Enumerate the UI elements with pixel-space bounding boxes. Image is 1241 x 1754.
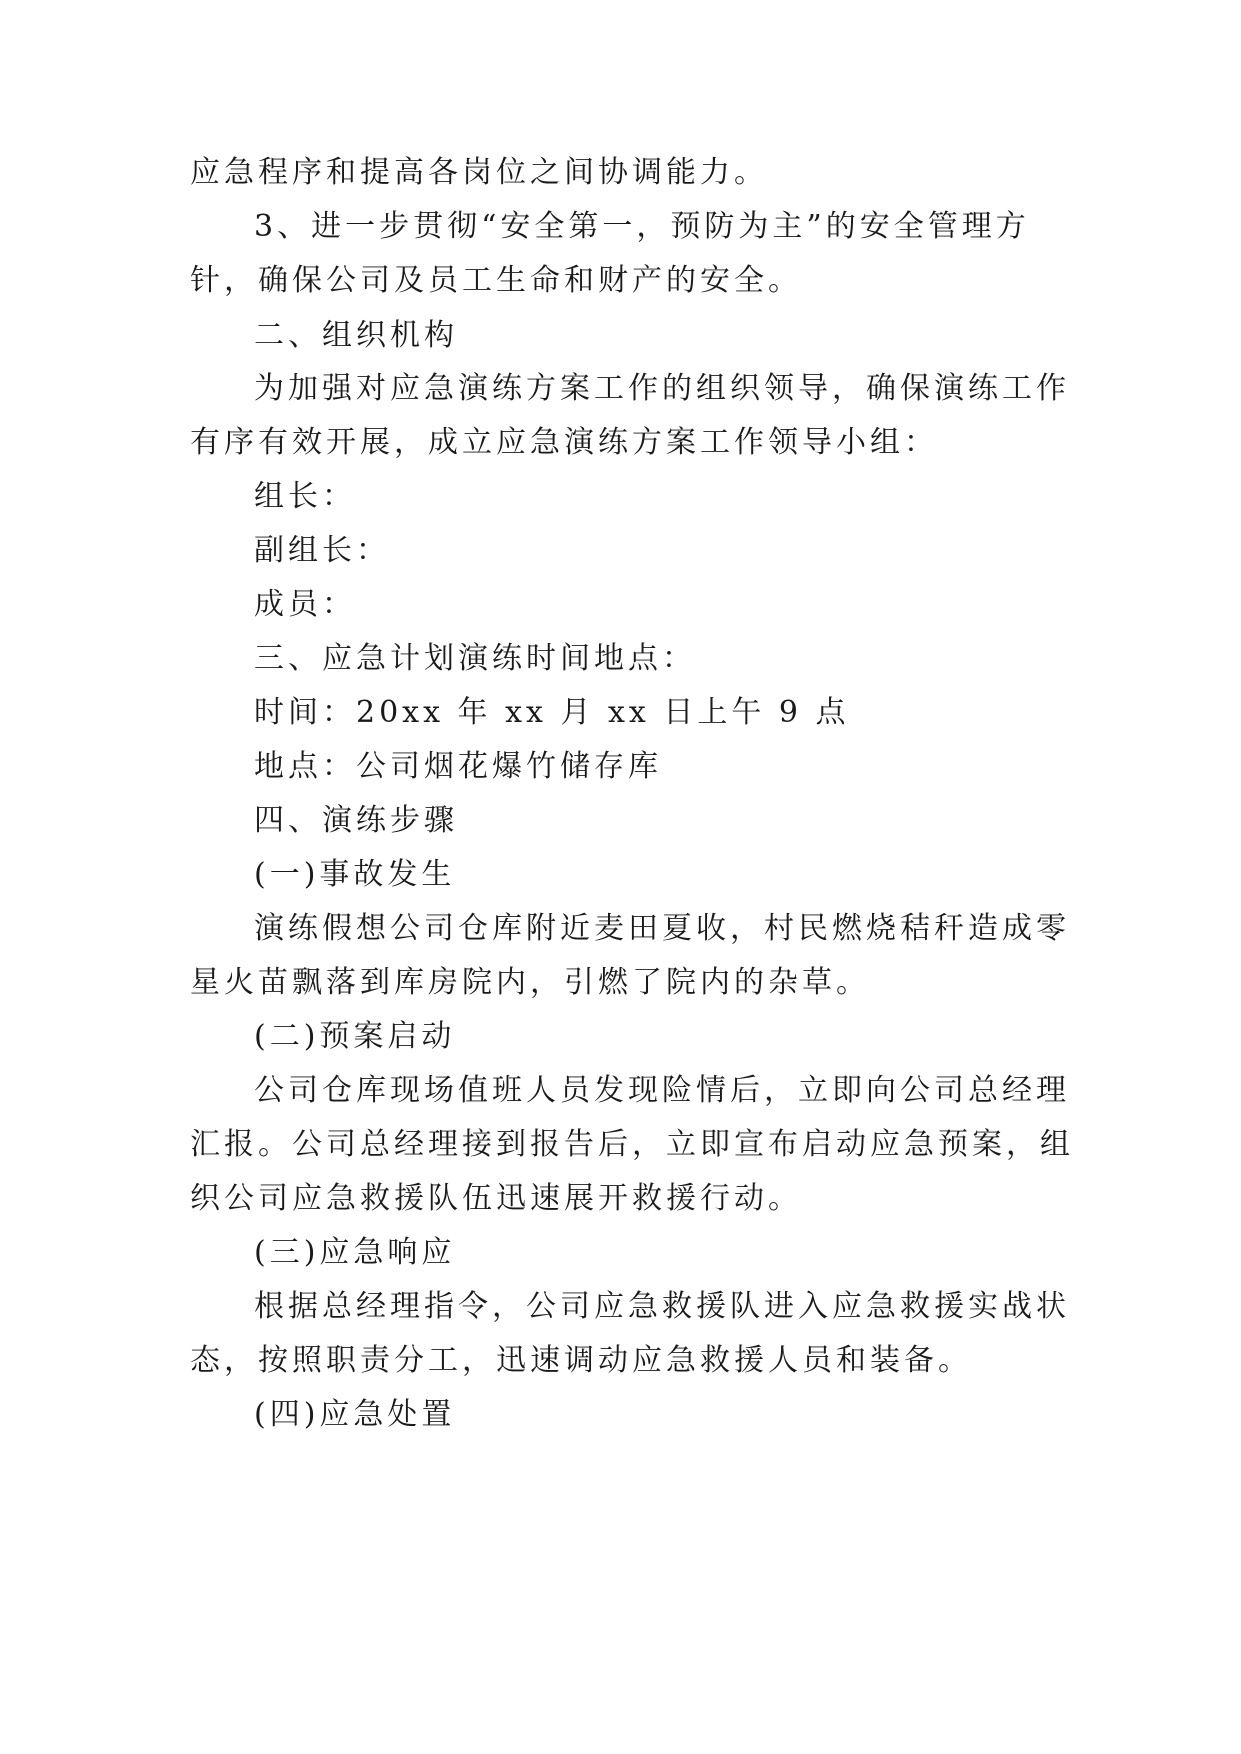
paragraph-line: 演练假想公司仓库附近麦田夏收，村民燃烧秸秆造成零 <box>254 911 1070 946</box>
subsection-heading: (二)预案启动 <box>254 1019 456 1054</box>
subsection-heading: (三)应急响应 <box>254 1235 456 1270</box>
list-item: 组长： <box>254 479 356 514</box>
paragraph-line: 针，确保公司及员工生命和财产的安全。 <box>190 263 802 298</box>
paragraph-line: 星火苗飘落到库房院内，引燃了院内的杂草。 <box>190 965 870 1000</box>
paragraph-line: 根据总经理指令，公司应急救援队进入应急救援实战状 <box>254 1289 1070 1324</box>
paragraph-line: 织公司应急救援队伍迅速展开救援行动。 <box>190 1181 802 1216</box>
subsection-heading: (一)事故发生 <box>254 857 456 892</box>
section-heading: 二、组织机构 <box>254 318 458 353</box>
paragraph-line: 时间：20xx 年 xx 月 xx 日上午 9 点 <box>254 695 850 730</box>
paragraph-line: 汇报。公司总经理接到报告后，立即宣布启动应急预案，组 <box>190 1127 1074 1162</box>
subsection-heading: (四)应急处置 <box>254 1397 456 1432</box>
paragraph-line: 有序有效开展，成立应急演练方案工作领导小组： <box>190 425 938 460</box>
paragraph-line: 态，按照职责分工，迅速调动应急救援人员和装备。 <box>190 1343 972 1378</box>
paragraph-line: 为加强对应急演练方案工作的组织领导，确保演练工作 <box>254 371 1070 406</box>
list-item: 副组长： <box>254 533 390 568</box>
paragraph-line: 3、进一步贯彻“安全第一，预防为主”的安全管理方 <box>254 209 1030 244</box>
list-item: 成员： <box>254 587 356 622</box>
paragraph-line: 应急程序和提高各岗位之间协调能力。 <box>190 155 768 190</box>
section-heading: 三、应急计划演练时间地点： <box>254 641 696 676</box>
paragraph-line: 公司仓库现场值班人员发现险情后，立即向公司总经理 <box>254 1073 1070 1108</box>
paragraph-line: 地点：公司烟花爆竹储存库 <box>254 749 662 784</box>
section-heading: 四、演练步骤 <box>254 803 458 838</box>
